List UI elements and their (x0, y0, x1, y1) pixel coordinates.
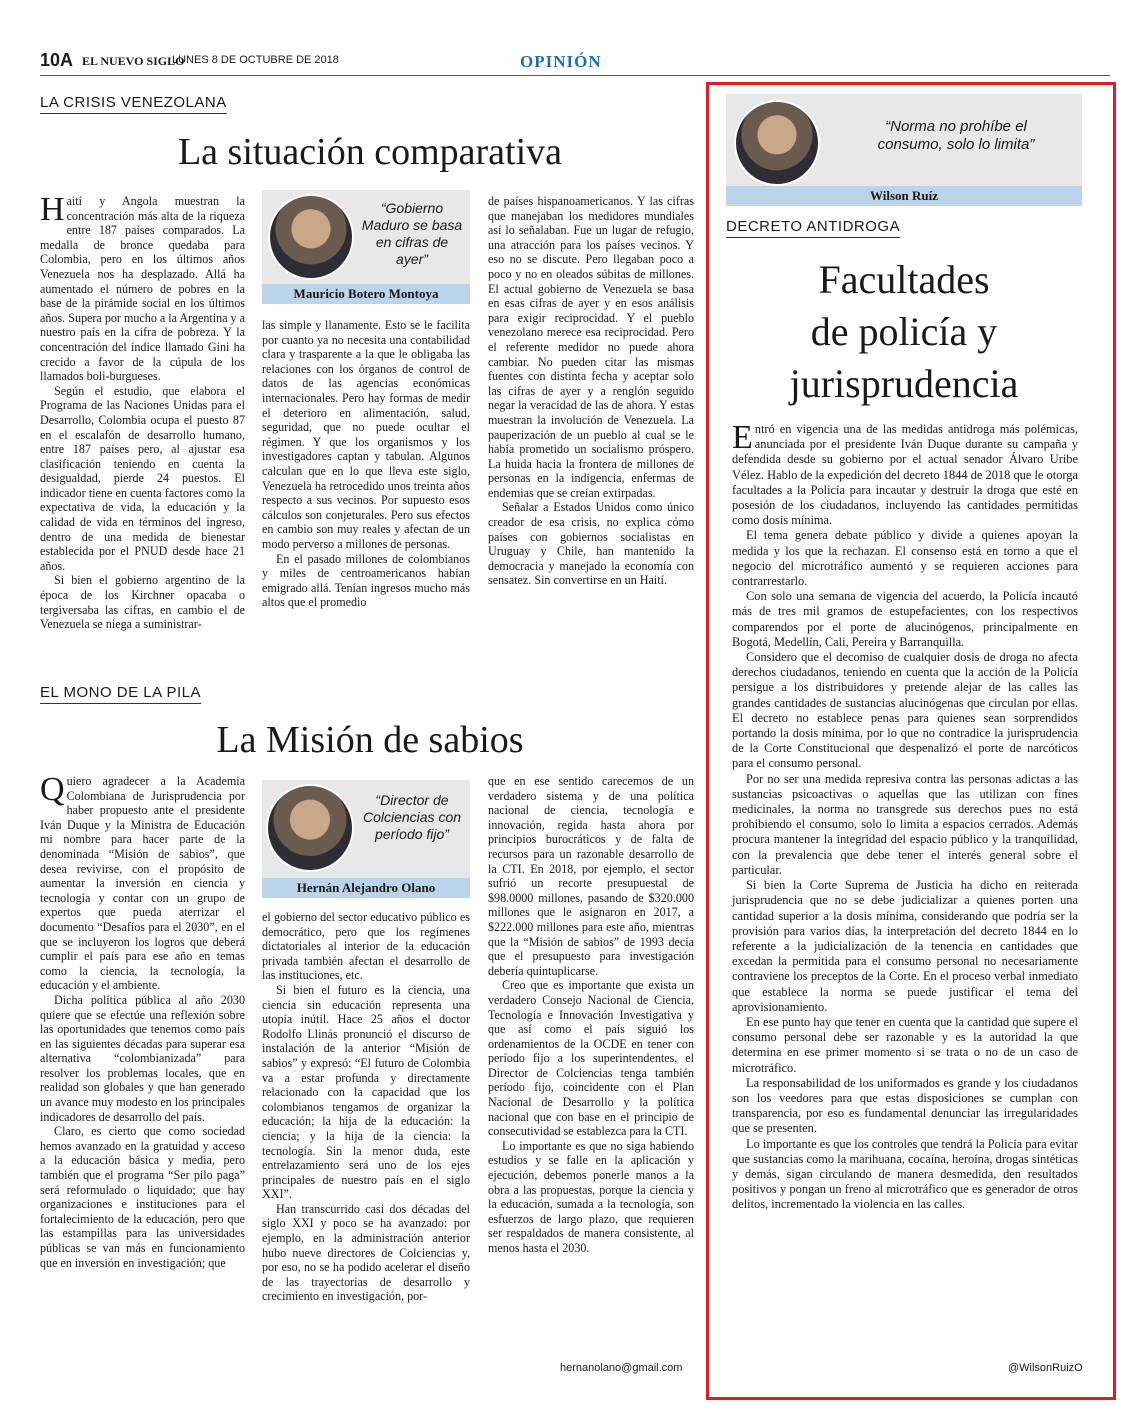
title-line: jurisprudencia (789, 361, 1019, 406)
paragraph: Creo que es importante que exista un verdadero Consejo Nacional de Ciencia, Tecnología e Innovación Investigativa y que así como el país siguió los ordenamientos de la OCDE en tener con período fijo a los superintendentes, el Director de Colciencias tenga también período fijo, coincidente con el Plan Nacional de Desarrollo y la política nacional que con base en el principio de consecutividad se establezca para la CTI. (488, 978, 694, 1139)
page-header (40, 50, 1110, 76)
article1-column-1 (40, 191, 245, 632)
paragraph: Si bien el gobierno argentino de la época de los Kirchner opacaba o tergiversaba las cifras, en cambio el de Venezuela se niega a suministrar- (40, 573, 245, 632)
paragraph: Dicha política pública al año 2030 quiere que se efectúe una reflexión sobre las oportunidades que tenemos como país en las siguientes décadas para superar esa alternativa “colombianizada” para resolver los problemas locales, que en realidad son globales y que han generado un avance muy modesto en los principales indicadores de desarrollo del país. (40, 992, 245, 1124)
paragraph: ntró en vigencia una de las medidas antidroga más polémicas, anunciada por el presidente Iván Duque durante su campaña y defendida desde su gobierno por el actual senador Álvaro Uribe Vélez. Hablo de la expedición del decreto 1844 de 2018 que le otorga facultades a la Policía para incautar y destruir la droga que esté en posesión de los ciudadanos, incluyendo las cantidades permitidas como dosis mínima. (732, 422, 1078, 528)
article2-title: La Misión de sabios (216, 719, 524, 761)
author-photo (268, 194, 354, 280)
article1-column-3 (488, 194, 694, 588)
author-twitter: @WilsonRuizO (1008, 1362, 1083, 1374)
article3-author-box (726, 94, 1082, 206)
paragraph: Lo importante es que los controles que tendrá la Policía para evitar que sustancias como la marihuana, cocaína, heroína, drogas sintéticas y demás, sigan circulando de manera desmedida, den resultados positivos y pongan un freno al microtráfico que es generador de otros delitos, incrementado la violencia en las calles. (732, 1136, 1078, 1212)
author-email: hernanolano@gmail.com (560, 1362, 683, 1374)
paragraph: Considero que el decomiso de cualquier dosis de droga no afecta derechos ciudadanos, teniendo en cuenta que la acción de la Policía persigue a los distribuidores y pretende alejar de las calles las grandes cantidades de sustancias alucinógenas que circulan por ellas. El decreto no establece penas para quienes sean sorprendidos portando la dosis mínima, por lo que no contradice la jurisprudencia de la Corte Constitucional que despenalizó el porte de narcóticos para el consumo personal. (732, 650, 1078, 771)
article1-author-box (262, 190, 470, 304)
author-photo (734, 100, 820, 186)
author-name: Hernán Alejandro Olano (262, 878, 470, 898)
paragraph: que en ese sentido carecemos de un verdadero sistema y de una política nacional de ciencia, tecnología e innovación, regida hasta ahora por principios burocráticos y de falta de recursos para un razonable desarrollo de la CTI. En 2018, por ejemplo, el sector sufrió un recorte presupuestal de $98.0000 millones, pasando de $320.000 millones que le asignaron en 2017, a $222.000 millones para este año, mientras que la “Misión de sabios” de 1993 decía que el presupuesto para investigación debería quintuplicarse. (488, 774, 694, 978)
paragraph: Según el estudio, que elabora el Programa de las Naciones Unidas para el Desarrollo, Colombia ocupa el puesto 87 en el escalafón de desarrollo humano, entre 187 países pero, al ajustar esa clasificación teniendo en cuenta la desigualdad, pierde 24 puestos. El indicador tiene en cuenta factores como la expectativa de vida, la educación y la calidad de vida en términos del ingreso, dentro de una medida de bienestar establecida por el PNUD desde hace 21 años. (40, 383, 245, 573)
author-photo (266, 784, 354, 872)
paragraph: La responsabilidad de los uniformados es grande y los ciudadanos son los veedores para que estas disposiciones se cumplan con transparencia, por eso es fundamental denunciar las irregularidades que se presenten. (732, 1075, 1078, 1136)
article3-title (726, 254, 1082, 410)
paragraph: de países hispanoamericanos. Y las cifras que manejaban los medidores mundiales así lo señalaban. Fue un lugar de refugio, una atracción para los países vecinos. Y eso no se discute. Pero llegaban poco a poco y no en oleados súbitas de millones. El actual gobierno de Venezuela se basa en esas cifras de ayer y en esos análisis para exigir reciprocidad. Y el pueblo venezolano merece esa reciprocidad. Pero el referente medidor no puede ahora cambiar. No pueden citar las mismas fuentes con distinta fecha y aceptar solo las cifras de ayer y a renglón seguido negar la veracidad de las de ahora. Y estas muestran la involución de Venezuela. La pauperización de un pueblo al cual se le había prometido un socialismo próspero. La huida hacia la frontera de millones de personas en la indigencia, enfermas de endemias que se creían extirpadas. (488, 194, 694, 500)
page-number: 10A (40, 50, 74, 70)
paragraph: las simple y llanamente. Esto se le facilita por cuanto ya no necesita una contabilidad clara y trasparente a la que le obligaba las relaciones con los órganos de control de datos de las agencias económicas internacionales. Pero hay formas de medir el deterioro en alimentación, salud, seguridad, que no puede ocultar el régimen. Y que los organismos y los investigadores captan y tabulan. Algunos calculan que en lo que lleva este siglo, Venezuela ha retrocedido unos treinta años respecto a sus vecinos. Por supuesto esos cálculos son conjeturales. Pero sus efectos en cambio son muy reales y afectan de un modo perverso a millones de personas. (262, 318, 470, 551)
paragraph: Por no ser una medida represiva contra las personas adictas a las sustancias psicoactivas o aquellas que las utilizan con fines medicinales, la norma no transgrede sus derechos pues no está prohibiendo el consumo, solo lo limita a espacios cerrados. Además procura mantener la integridad del espacio público y la tranquilidad, con la prevalencia que debe tener el interés general sobre el particular. (732, 771, 1078, 877)
article1-title: La situación comparativa (177, 131, 563, 173)
article2-author-box (262, 780, 470, 898)
article3-body (732, 419, 1078, 1213)
section-title: OPINIÓN (520, 52, 602, 71)
paragraph: Señalar a Estados Unidos como único creador de esa crisis, no explica cómo países con gobiernos socialistas en Uruguay y Chile, han mantenido la democracia y manejado la economía con sensatez. Sin convertirse en un Haití. (488, 500, 694, 588)
paragraph: Con solo una semana de vigencia del acuerdo, la Policía incautó más de tres mil gramos de estupefacientes, con los respectivos comparendos por el porte de alucinógenos, principalmente en Bogotá, Medellín, Cali, Pereira y Barranquilla. (732, 589, 1078, 649)
paragraph: uiero agradecer a la Academia Colombiana de Jurisprudencia por haber propuesto ante el presidente Iván Duque y la Ministra de Educación mi nombre para hacer parte de la denominada “Misión de sabios”, que desea revivirse, con el propósito de aumentar la inversión en ciencia y tecnología y contar con un grupo de expertos que pueda aterrizar el documento “Desafíos para el 2030”, en el que se incluyeron los logros que deberá cumplir el país para ese año en temas como la ciencia, la tecnología, la educación y el ambiente. (40, 774, 245, 993)
paragraph: Si bien la Corte Suprema de Justicia ha dicho en reiterada jurisprudencia que no se debe judicializar a quienes porten una cantidad superior a la dosis mínima, considerando que podría ser la provisión para varios días, la interpretación del decreto 1844 en lo referente a la judicialización de la tenencia en cantidades que excedan la permitida para el consumo personal no necesariamente contraviene los preceptos de la Corte. En el proceso verbal inmediato que establece la norma se puede justificar el tema del aprovisionamiento. (732, 878, 1078, 1014)
author-name: Wilson Ruíz (726, 186, 1082, 206)
paragraph: el gobierno del sector educativo público es democrático, pero que los regímenes dictatoriales al interior de la educación privada también afectan el desarrollo de las instituciones, etc. (262, 910, 470, 983)
paragraph: Si bien el futuro es la ciencia, una ciencia sin educación representa una utopía inútil. Hace 25 años el doctor Rodolfo Llinás pronunció el discurso de instalación de la anterior “Misión de sabios” y expresó: “El futuro de Colombia va a estar profunda y directamente relacionado con la capacidad que los colombianos tengamos de organizar la educación; la hija de la educación: la ciencia; y la hija de la ciencia: la tecnología. Sin la menor duda, este entrelazamiento será uno de los ejes principales de nuestro país en el siglo XXI”. (262, 982, 470, 1202)
paragraph: Han transcurrido casi dos décadas del siglo XXI y poco se ha avanzado: por ejemplo, en la administración anterior hubo nueve directores de Colciencias y, por eso, no se ha podido acelerar el diseño de las trayectorias de desarrollo y crecimiento en investigación, por- (262, 1201, 470, 1304)
paragraph: Claro, es cierto que como sociedad hemos avanzado en la gratuidad y acceso a la educación básica y media, pero también que el programa “Ser pilo paga” será reformulado o liquidado; que hay organizaciones e instituciones para el fortalecimiento de la educación, pero que las estampillas para las universidades públicas se van más en funcionamiento que en inversión en investigación; que (40, 1124, 245, 1270)
article1-dropcap: H (40, 191, 65, 228)
article2-column-1 (40, 771, 245, 1270)
newspaper-name: EL NUEVO SIGLO (82, 54, 185, 68)
paragraph: El tema genera debate público y divide a quienes apoyan la medida y los que la rechazan. El consenso está en torno a que el negocio del microtráfico aumentó y se requieren acciones para contrarrestarlo. (732, 528, 1078, 589)
paragraph: En ese punto hay que tener en cuenta que la cantidad que supere el consumo personal debe ser razonable y es la autoridad la que determina en ese primer momento si se trata o no de un caso de microtráfico. (732, 1014, 1078, 1075)
issue-date: LUNES 8 DE OCTUBRE DE 2018 (172, 54, 339, 66)
article2-kicker: EL MONO DE LA PILA (40, 684, 201, 704)
article2-column-3 (488, 774, 694, 1256)
paragraph: En el pasado millones de colombianos y miles de centroamericanos habían emigrado allá. Tenían ingresos mucho más altos que el promedio (262, 551, 470, 610)
author-quote: “Norma no prohíbe el consumo, solo lo limita” (877, 118, 1035, 153)
author-quote: “Gobierno Maduro se basa en cifras de ayer” (361, 200, 463, 267)
article1-column-2 (262, 318, 470, 610)
article3-dropcap: E (732, 419, 753, 456)
article3-kicker: DECRETO ANTIDROGA (726, 218, 900, 238)
author-name: Mauricio Botero Montoya (262, 284, 470, 304)
article2-dropcap: Q (40, 771, 65, 808)
article1-kicker: LA CRISIS VENEZOLANA (40, 94, 227, 114)
title-line: de policía y (810, 309, 998, 354)
article2-column-2 (262, 910, 470, 1304)
author-quote: “Director de Colciencias con período fijo” (362, 792, 462, 842)
paragraph: aití y Angola muestran la concentración más alta de la riqueza entre 187 países comparados. La medalla de bronce quedaba para Colombia, pero en los últimos años Venezuela nos ha desplazado. Allá ha aumentado el número de pobres en la base de la pirámide social en los últimos años. Supera por mucho a la Argentina y a nuestro país en la cifra de pobreza. Y la concentración del índice llamado Gini ha crecido a favor de la cúpula de los llamados boli-burgueses. (40, 194, 245, 384)
paragraph: Lo importante es que no siga habiendo estudios y se falle en la aplicación y ejecución, debemos ponerle manos a la obra a las propuestas, porque la ciencia y la educación, sumada a la tecnología, son esfuerzos de largo plazo, que requieren ser respaldados de manera consistente, al menos hasta el 2030. (488, 1138, 694, 1255)
title-line: Facultades (818, 257, 990, 302)
